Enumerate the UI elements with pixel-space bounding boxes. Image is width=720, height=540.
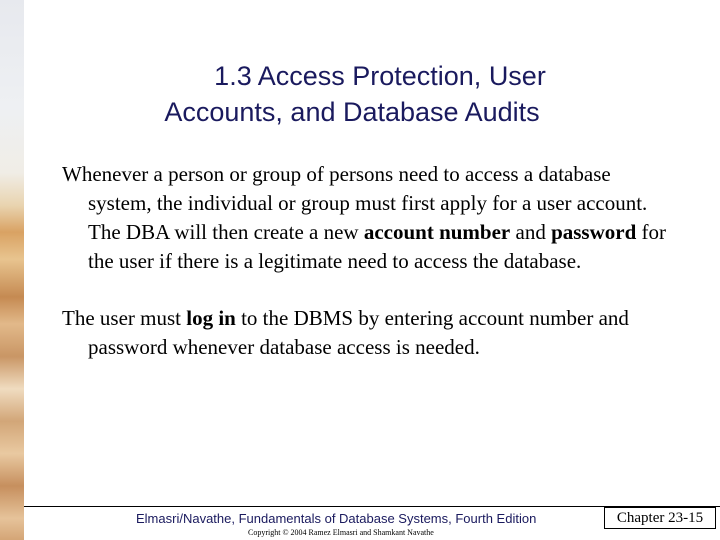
paragraph-2 (62, 304, 672, 362)
slide-body (62, 160, 672, 362)
paragraph-1 (62, 160, 672, 276)
p1-text-2: and (510, 220, 552, 244)
footer-copyright: Copyright © 2004 Ramez Elmasri and Shamkant Navathe (248, 528, 434, 537)
p2-text-2: to the DBMS by entering account number and password whenever database access is needed. (88, 306, 629, 359)
slide-title (100, 58, 660, 130)
p1-text-1: Whenever a person or group of persons need to access a database system, the individual or group must first apply for a user account. The DBA will then create a new (62, 162, 648, 244)
title-line-1: 1.3 Access Protection, User (214, 61, 546, 91)
p2-text-1: The user must (62, 306, 187, 330)
decorative-side-image (0, 0, 24, 540)
log-in-term: log in (186, 306, 236, 330)
title-line-2: Accounts, and Database Audits (164, 97, 540, 127)
footer-chapter-label: Chapter 23-15 (604, 507, 716, 529)
password-term: password (551, 220, 637, 244)
account-number-term: account number (363, 220, 511, 244)
footer-book-title: Elmasri/Navathe, Fundamentals of Database Systems, Fourth Edition (136, 511, 537, 526)
p1-text-3: for the user if there is a legitimate need to access the database. (88, 220, 667, 273)
